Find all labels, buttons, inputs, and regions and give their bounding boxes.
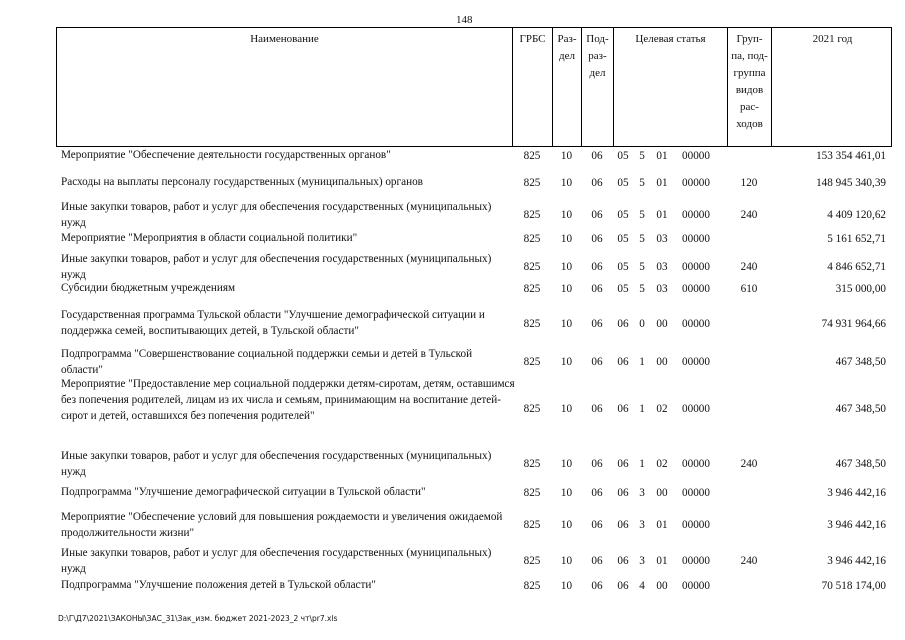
row-sum: 74 931 964,66 bbox=[821, 318, 886, 330]
table-row bbox=[56, 174, 892, 192]
row-name: Мероприятие "Предоставление мер социальной поддержки детям-сиротам, детям, оставшимся без попечения родителей, лицам из их числа и семьям, принимающим на воспитание детей-сирот и детей, оставшихся без попечения родителей" bbox=[61, 378, 515, 422]
file-path-footer: D:\Г\Д7\2021\ЗАКОНЫ\ЗАС_31\Зак_изм. бюджет 2021-2023_2 чт\pr7.xls bbox=[58, 614, 338, 623]
row-pr: 06 bbox=[591, 283, 603, 295]
row-grbs: 825 bbox=[523, 487, 541, 499]
header-celevaya: Целевая статья bbox=[614, 28, 728, 146]
header-year: 2021 год bbox=[812, 33, 853, 45]
row-pr: 06 bbox=[591, 261, 603, 273]
row-grbs: 825 bbox=[523, 233, 541, 245]
table-row bbox=[56, 346, 892, 378]
row-c4: 00000 bbox=[682, 487, 710, 499]
row-c1: 06 bbox=[617, 580, 629, 592]
row-sum: 467 348,50 bbox=[835, 356, 886, 368]
row-name: Иные закупки товаров, работ и услуг для обеспечения государственных (муниципальных) нужд bbox=[61, 201, 492, 229]
row-c2: 5 bbox=[639, 283, 645, 295]
row-name: Подпрограмма "Совершенствование социальной поддержки семьи и детей в Тульской области" bbox=[61, 348, 473, 376]
row-c4: 00000 bbox=[682, 555, 710, 567]
row-vr: 120 bbox=[740, 177, 758, 189]
row-sum: 3 946 442,16 bbox=[827, 555, 886, 567]
row-pr: 06 bbox=[591, 318, 603, 330]
row-grbs: 825 bbox=[523, 519, 541, 531]
row-pr: 06 bbox=[591, 519, 603, 531]
table-row bbox=[56, 147, 892, 165]
row-rz: 10 bbox=[560, 356, 573, 368]
table-row bbox=[56, 509, 892, 541]
row-c2: 5 bbox=[639, 261, 645, 273]
row-pr: 06 bbox=[591, 555, 603, 567]
row-c2: 4 bbox=[639, 580, 645, 592]
row-c3: 00 bbox=[656, 318, 668, 330]
row-sum: 467 348,50 bbox=[835, 458, 886, 470]
row-c1: 05 bbox=[617, 209, 629, 221]
row-grbs: 825 bbox=[523, 555, 541, 567]
header-podrazdel: Под- раз- дел bbox=[582, 28, 614, 146]
table-row bbox=[56, 484, 892, 502]
row-rz: 10 bbox=[560, 519, 573, 531]
header-name: Наименование bbox=[57, 28, 513, 146]
row-grbs: 825 bbox=[523, 209, 541, 221]
row-c2: 3 bbox=[639, 519, 645, 531]
row-sum: 315 000,00 bbox=[835, 283, 886, 295]
row-name: Иные закупки товаров, работ и услуг для обеспечения государственных (муниципальных) нужд bbox=[61, 253, 492, 281]
row-grbs: 825 bbox=[523, 318, 541, 330]
row-rz: 10 bbox=[560, 580, 573, 592]
row-name: Иные закупки товаров, работ и услуг для обеспечения государственных (муниципальных) нужд bbox=[61, 450, 492, 478]
table-row bbox=[56, 307, 892, 341]
row-c1: 06 bbox=[617, 458, 629, 470]
row-name: Мероприятие "Мероприятия в области социальной политики" bbox=[61, 232, 358, 244]
row-rz: 10 bbox=[560, 209, 573, 221]
row-c3: 00 bbox=[656, 580, 668, 592]
row-c1: 06 bbox=[617, 555, 629, 567]
row-name: Мероприятие "Обеспечение деятельности государственных органов" bbox=[61, 149, 391, 161]
row-c4: 00000 bbox=[682, 519, 710, 531]
row-name: Мероприятие "Обеспечение условий для повышения рождаемости и увеличения ожидаемой продолжительности жизни" bbox=[61, 511, 503, 539]
row-pr: 06 bbox=[591, 233, 603, 245]
row-c4: 00000 bbox=[682, 209, 710, 221]
row-sum: 3 946 442,16 bbox=[827, 519, 886, 531]
row-c1: 05 bbox=[617, 261, 629, 273]
row-rz: 10 bbox=[560, 233, 573, 245]
row-vr: 610 bbox=[740, 283, 758, 295]
row-c3: 00 bbox=[656, 356, 668, 368]
row-rz: 10 bbox=[560, 261, 573, 273]
row-c2: 0 bbox=[639, 318, 645, 330]
row-c1: 05 bbox=[617, 177, 629, 189]
row-grbs: 825 bbox=[523, 458, 541, 470]
row-c1: 06 bbox=[617, 356, 629, 368]
table-row bbox=[56, 280, 892, 298]
row-name: Государственная программа Тульской области "Улучшение демографической ситуации и поддержка семей, воспитывающих детей, в Тульской области" bbox=[61, 309, 485, 337]
row-c2: 3 bbox=[639, 487, 645, 499]
row-c2: 1 bbox=[639, 356, 645, 368]
row-grbs: 825 bbox=[523, 177, 541, 189]
row-c4: 00000 bbox=[682, 177, 710, 189]
table-row bbox=[56, 230, 892, 248]
row-pr: 06 bbox=[591, 580, 603, 592]
row-c2: 5 bbox=[639, 233, 645, 245]
row-grbs: 825 bbox=[523, 150, 541, 162]
row-c4: 00000 bbox=[682, 458, 710, 470]
row-c1: 06 bbox=[617, 487, 629, 499]
table-row bbox=[56, 251, 892, 283]
row-sum: 148 945 340,39 bbox=[816, 177, 886, 189]
row-c3: 03 bbox=[656, 261, 668, 273]
row-rz: 10 bbox=[560, 403, 573, 415]
row-c4: 00000 bbox=[682, 356, 710, 368]
table-row bbox=[56, 577, 892, 595]
page-number: 148 bbox=[456, 14, 473, 26]
row-c3: 01 bbox=[656, 209, 668, 221]
row-pr: 06 bbox=[591, 209, 603, 221]
row-name: Субсидии бюджетным учреждениям bbox=[61, 282, 236, 294]
row-vr: 240 bbox=[740, 209, 758, 221]
row-c3: 01 bbox=[656, 555, 668, 567]
row-vr: 240 bbox=[740, 261, 758, 273]
row-rz: 10 bbox=[560, 177, 573, 189]
row-c1: 06 bbox=[617, 403, 629, 415]
row-c3: 01 bbox=[656, 177, 668, 189]
row-c1: 06 bbox=[617, 318, 629, 330]
row-pr: 06 bbox=[591, 177, 603, 189]
row-c2: 5 bbox=[639, 150, 645, 162]
row-name: Расходы на выплаты персоналу государственных (муниципальных) органов bbox=[61, 176, 423, 188]
row-c4: 00000 bbox=[682, 318, 710, 330]
row-c3: 02 bbox=[656, 458, 668, 470]
row-grbs: 825 bbox=[523, 580, 541, 592]
row-vr: 240 bbox=[740, 555, 758, 567]
row-sum: 4 409 120,62 bbox=[827, 209, 886, 221]
row-grbs: 825 bbox=[523, 261, 541, 273]
row-grbs: 825 bbox=[523, 283, 541, 295]
row-rz: 10 bbox=[560, 487, 573, 499]
row-c2: 3 bbox=[639, 555, 645, 567]
table-row bbox=[56, 545, 892, 577]
row-c2: 1 bbox=[639, 403, 645, 415]
table-row bbox=[56, 376, 892, 442]
row-c3: 01 bbox=[656, 150, 668, 162]
row-sum: 4 846 652,71 bbox=[827, 261, 886, 273]
row-c4: 00000 bbox=[682, 150, 710, 162]
row-c4: 00000 bbox=[682, 283, 710, 295]
row-c3: 03 bbox=[656, 283, 668, 295]
row-sum: 3 946 442,16 bbox=[827, 487, 886, 499]
row-name: Подпрограмма "Улучшение положения детей в Тульской области" bbox=[61, 579, 376, 591]
row-c2: 5 bbox=[639, 209, 645, 221]
row-sum: 70 518 174,00 bbox=[821, 580, 886, 592]
table-row bbox=[56, 448, 892, 480]
header-gruppa: Груп- па, под- группа видов рас- ходов bbox=[728, 28, 772, 146]
row-c1: 05 bbox=[617, 150, 629, 162]
row-c3: 03 bbox=[656, 233, 668, 245]
row-rz: 10 bbox=[560, 458, 573, 470]
row-pr: 06 bbox=[591, 150, 603, 162]
row-c4: 00000 bbox=[682, 403, 710, 415]
row-name: Подпрограмма "Улучшение демографической ситуации в Тульской области" bbox=[61, 486, 426, 498]
row-c1: 05 bbox=[617, 233, 629, 245]
row-c1: 06 bbox=[617, 519, 629, 531]
row-rz: 10 bbox=[560, 318, 573, 330]
row-pr: 06 bbox=[591, 403, 603, 415]
row-c4: 00000 bbox=[682, 580, 710, 592]
row-c3: 01 bbox=[656, 519, 668, 531]
row-rz: 10 bbox=[560, 283, 573, 295]
row-c4: 00000 bbox=[682, 261, 710, 273]
row-sum: 5 161 652,71 bbox=[827, 233, 886, 245]
header-razdel: Раз- дел bbox=[553, 28, 582, 146]
row-c2: 5 bbox=[639, 177, 645, 189]
row-rz: 10 bbox=[560, 555, 573, 567]
row-c1: 05 bbox=[617, 283, 629, 295]
row-pr: 06 bbox=[591, 458, 603, 470]
row-c2: 1 bbox=[639, 458, 645, 470]
row-pr: 06 bbox=[591, 487, 603, 499]
row-c4: 00000 bbox=[682, 233, 710, 245]
row-c3: 02 bbox=[656, 403, 668, 415]
table-header bbox=[56, 27, 892, 147]
row-sum: 467 348,50 bbox=[835, 403, 886, 415]
row-c3: 00 bbox=[656, 487, 668, 499]
row-pr: 06 bbox=[591, 356, 603, 368]
table-row bbox=[56, 199, 892, 231]
row-grbs: 825 bbox=[523, 356, 541, 368]
row-name: Иные закупки товаров, работ и услуг для обеспечения государственных (муниципальных) нужд bbox=[61, 547, 492, 575]
row-sum: 153 354 461,01 bbox=[816, 150, 886, 162]
row-vr: 240 bbox=[740, 458, 758, 470]
header-grbs: ГРБС bbox=[513, 28, 553, 146]
row-rz: 10 bbox=[560, 150, 573, 162]
row-grbs: 825 bbox=[523, 403, 541, 415]
